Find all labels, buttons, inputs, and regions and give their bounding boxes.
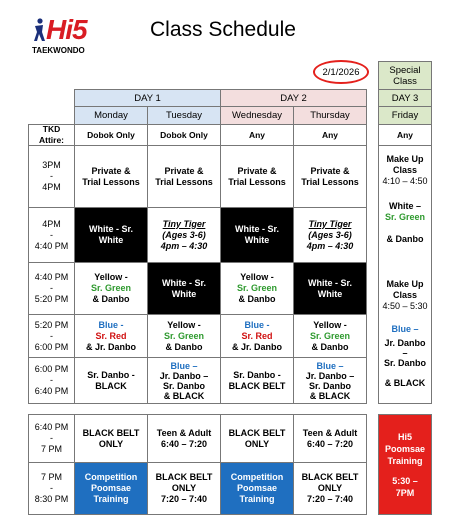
- day3-header: DAY 3: [378, 89, 432, 107]
- weekday-tuesday: Tuesday: [147, 106, 221, 125]
- friday-makeup-2: Make Up Class 4:50 – 5:30: [382, 279, 428, 311]
- date-text: 2/1/2026: [322, 66, 360, 78]
- class-cell: White - Sr. White: [220, 207, 294, 263]
- friday-poomsae-training: Hi5 Poomsae Training 5:30 – 7PM: [378, 414, 432, 515]
- attire-friday: Any: [378, 124, 432, 146]
- time-slot: 6:00 PM - 6:40 PM: [28, 357, 75, 404]
- class-cell: Blue - Sr. Red & Jr. Danbo: [74, 314, 148, 358]
- time-slot: 6:40 PM - 7 PM: [28, 414, 75, 463]
- weekday-wednesday: Wednesday: [220, 106, 294, 125]
- friday-danbo: & Danbo: [386, 234, 424, 244]
- time-slot: 4PM - 4:40 PM: [28, 207, 75, 263]
- time-slot: 7 PM - 8:30 PM: [28, 462, 75, 515]
- weekday-thursday: Thursday: [293, 106, 367, 125]
- class-cell: Yellow - Sr. Green & Danbo: [293, 314, 367, 358]
- friday-white-green: White – Sr. Green: [384, 201, 426, 222]
- attire-label: TKD Attire:: [28, 124, 75, 146]
- class-cell: BLACK BELT ONLY: [220, 414, 294, 463]
- time-slot: 5:20 PM - 6:00 PM: [28, 314, 75, 358]
- page-title: Class Schedule: [150, 18, 296, 41]
- class-cell: Teen & Adult 6:40 – 7:20: [293, 414, 367, 463]
- class-cell: Private & Trial Lessons: [74, 145, 148, 208]
- class-cell: Blue – Jr. Danbo – Sr. Danbo & BLACK: [147, 357, 221, 404]
- class-cell: Competition Poomsae Training: [74, 462, 148, 515]
- class-cell: Blue – Jr. Danbo – Sr. Danbo & BLACK: [293, 357, 367, 404]
- class-cell: Tiny Tiger (Ages 3-6) 4pm – 4:30: [147, 207, 221, 263]
- class-cell: Private & Trial Lessons: [220, 145, 294, 208]
- class-cell: Sr. Danbo - BLACK BELT: [220, 357, 294, 404]
- special-class-header: Special Class: [378, 61, 432, 90]
- time-slot: 3PM - 4PM: [28, 145, 75, 208]
- attire-thursday: Any: [293, 124, 367, 146]
- taekwondo-figure-icon: [32, 18, 46, 42]
- class-cell: White - Sr. White: [74, 207, 148, 263]
- attire-wednesday: Any: [220, 124, 294, 146]
- class-cell: Private & Trial Lessons: [147, 145, 221, 208]
- friday-makeup-1: Make Up Class 4:10 – 4:50: [382, 154, 428, 186]
- logo-subtitle: TAEKWONDO: [32, 46, 85, 55]
- class-cell: BLACK BELT ONLY 7:20 – 7:40: [147, 462, 221, 515]
- weekday-friday: Friday: [378, 106, 432, 125]
- day2-header: DAY 2: [220, 89, 367, 107]
- class-cell: Private & Trial Lessons: [293, 145, 367, 208]
- class-cell: Blue - Sr. Red & Jr. Danbo: [220, 314, 294, 358]
- class-cell: BLACK BELT ONLY: [74, 414, 148, 463]
- weekday-monday: Monday: [74, 106, 148, 125]
- attire-tuesday: Dobok Only: [147, 124, 221, 146]
- friday-blue-black: Blue – Jr. Danbo – Sr. Danbo & BLACK: [383, 324, 426, 388]
- class-cell: BLACK BELT ONLY 7:20 – 7:40: [293, 462, 367, 515]
- logo: [30, 14, 100, 60]
- logo-letters: Hi5: [46, 14, 87, 45]
- day1-header: DAY 1: [74, 89, 221, 107]
- attire-monday: Dobok Only: [74, 124, 148, 146]
- class-cell: White - Sr. White: [147, 262, 221, 315]
- class-cell: Tiny Tiger (Ages 3-6) 4pm – 4:30: [293, 207, 367, 263]
- class-cell: White - Sr. White: [293, 262, 367, 315]
- class-cell: Sr. Danbo - BLACK: [74, 357, 148, 404]
- time-slot: 4:40 PM - 5:20 PM: [28, 262, 75, 315]
- class-cell: Competition Poomsae Training: [220, 462, 294, 515]
- class-cell: Yellow - Sr. Green & Danbo: [74, 262, 148, 315]
- class-cell: Teen & Adult 6:40 – 7:20: [147, 414, 221, 463]
- class-cell: Yellow - Sr. Green & Danbo: [147, 314, 221, 358]
- class-cell: Yellow - Sr. Green & Danbo: [220, 262, 294, 315]
- date-badge: [313, 60, 369, 84]
- friday-schedule: [378, 145, 432, 404]
